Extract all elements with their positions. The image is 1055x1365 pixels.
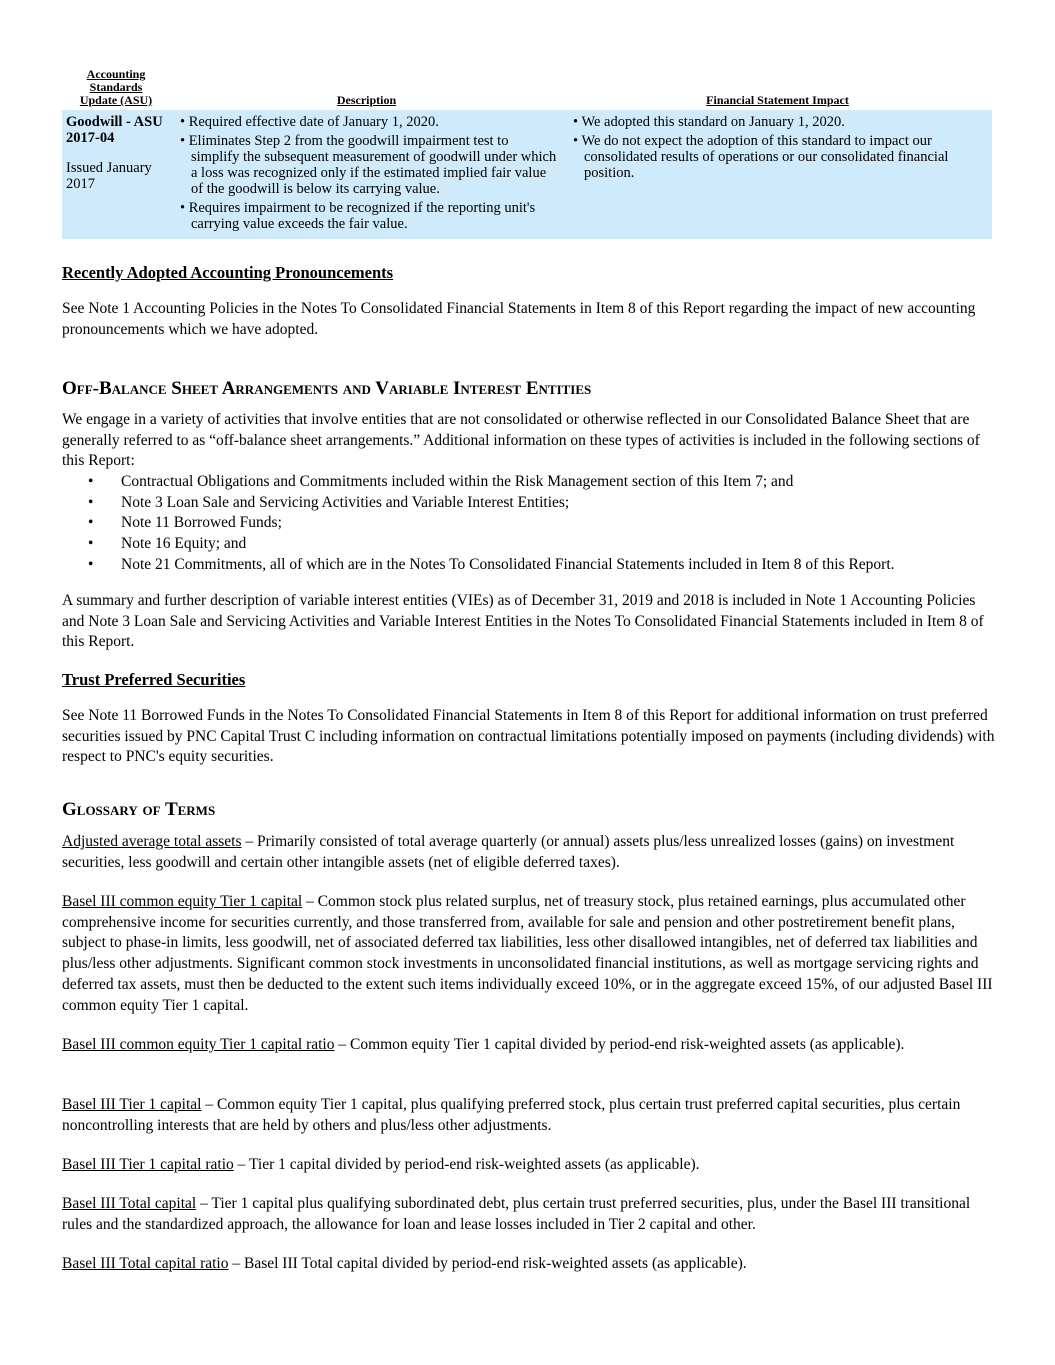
description-item: • Requires impairment to be recognized if the reporting unit's carrying value exceeds the fair value. [174,200,559,232]
glossary-heading: Glossary of Terms [62,799,216,820]
header-description: Description [336,93,397,107]
recently-adopted-heading: Recently Adopted Accounting Pronouncements [62,263,394,282]
glossary-term: Basel III Tier 1 capital [62,1096,202,1113]
list-item: • Note 11 Borrowed Funds; [88,513,998,534]
list-item: • Note 3 Loan Sale and Servicing Activities and Variable Interest Entities; [88,493,998,514]
table-row [62,110,992,239]
off-balance-list [88,472,998,576]
asu-name: Goodwill - ASU 2017-04 [66,114,163,146]
glossary-term: Adjusted average total assets [62,833,242,850]
glossary-entry [62,892,997,1016]
impact-item: • We do not expect the adoption of this standard to impact our consolidated results of operations or our consolidated financial position. [567,133,988,181]
trust-preferred-text: See Note 11 Borrowed Funds in the Notes To Consolidated Financial Statements in Item 8 of this Report for additional information on trust preferred securities issued by PNC Capital Trust C including information on contractual limitations potentially imposed on payments (including dividends) with respect to PNC's equity securities. [62,707,995,766]
glossary-term: Basel III common equity Tier 1 capital ratio [62,1036,335,1053]
recently-adopted-text: See Note 1 Accounting Policies in the Notes To Consolidated Financial Statements in Item 8 of this Report regarding the impact of new accounting pronouncements which we have adopted. [62,300,976,338]
glossary-term: Basel III Tier 1 capital ratio [62,1156,234,1173]
glossary-entry [62,1155,997,1176]
glossary-definition: – Tier 1 capital plus qualifying subordinated debt, plus certain trust preferred securities, plus, under the Basel III transitional rules and the standardized approach, the allowance for loan and lease losses included in Tier 2 capital and other. [62,1195,971,1233]
glossary-entry [62,1194,997,1235]
glossary-term: Basel III common equity Tier 1 capital [62,893,303,910]
glossary-definition: – Basel III Total capital divided by period-end risk-weighted assets (as applicable). [228,1255,747,1272]
glossary-definition: – Tier 1 capital divided by period-end risk-weighted assets (as applicable). [233,1156,700,1173]
asu-table [62,68,992,239]
glossary-entry [62,1095,997,1136]
glossary-definition: – Common equity Tier 1 capital divided by period-end risk-weighted assets (as applicable). [334,1036,905,1053]
description-cell [170,110,563,239]
glossary-definition: – Common equity Tier 1 capital, plus qualifying preferred stock, plus certain trust preferred capital securities, plus certain noncontrolling interests that are held by others and plus/less other adjustments. [62,1096,961,1134]
glossary-definition: – Common stock plus related surplus, net of treasury stock, plus retained earnings, plus accumulated other comprehensive income for securities currently, and those transferred from, available for sale and pension and other postretirement benefit plans, subject to phase-in limits, less goodwill, net of associated deferred tax liabilities, less other disallowed intangibles, net of deferred tax liabilities and plus/less other adjustments. Significant common stock investments in unconsolidated financial institutions, as well as mortgage servicing rights and deferred tax assets, must then be deducted to the extent such items individually exceed 10%, or in the aggregate exceed 15%, of our adjusted Basel III common equity Tier 1 capital. [62,893,993,1014]
header-asu: Accounting Standards Update (ASU) [79,67,153,107]
glossary-term: Basel III Total capital ratio [62,1255,229,1272]
glossary-entry [62,1035,997,1056]
impact-item: • We adopted this standard on January 1, 2020. [567,114,988,130]
glossary-entry [62,1254,997,1275]
description-item: • Required effective date of January 1, 2020. [174,114,559,130]
off-balance-intro: We engage in a variety of activities that involve entities that are not consolidated or otherwise reflected in our Consolidated Balance Sheet that are generally referred to as “off-balance sheet arrangements.” Additional information on these types of activities is included in the following sections of this Report: [62,411,980,470]
glossary-term: Basel III Total capital [62,1195,197,1212]
asu-cell [62,110,170,239]
asu-issued: Issued January 2017 [66,160,152,192]
header-impact: Financial Statement Impact [706,93,849,107]
list-item: • Note 16 Equity; and [88,534,998,555]
list-item: • Note 21 Commitments, all of which are in the Notes To Consolidated Financial Statements included in Item 8 of this Report. [88,555,998,576]
glossary-entry [62,832,997,873]
impact-cell [563,110,992,239]
list-item: • Contractual Obligations and Commitments included within the Risk Management section of this Item 7; and [88,472,998,493]
vie-summary: A summary and further description of variable interest entities (VIEs) as of December 31, 2019 and 2018 is included in Note 1 Accounting Policies and Note 3 Loan Sale and Servicing Activities and Variable Interest Entities in the Notes To Consolidated Financial Statements included in Item 8 of this Report. [62,592,984,651]
description-item: • Eliminates Step 2 from the goodwill impairment test to simplify the subsequent measurement of goodwill under which a loss was recognized only if the estimated implied fair value of the goodwill is below its carrying value. [174,133,559,197]
trust-preferred-heading: Trust Preferred Securities [62,670,246,689]
off-balance-heading: Off-Balance Sheet Arrangements and Variable Interest Entities [62,378,592,399]
glossary-definition: – Primarily consisted of total average quarterly (or annual) assets plus/less unrealized losses (gains) on investment securities, less goodwill and certain other intangible assets (net of eligible deferred taxes). [62,833,955,871]
asu-table-header [62,68,992,110]
